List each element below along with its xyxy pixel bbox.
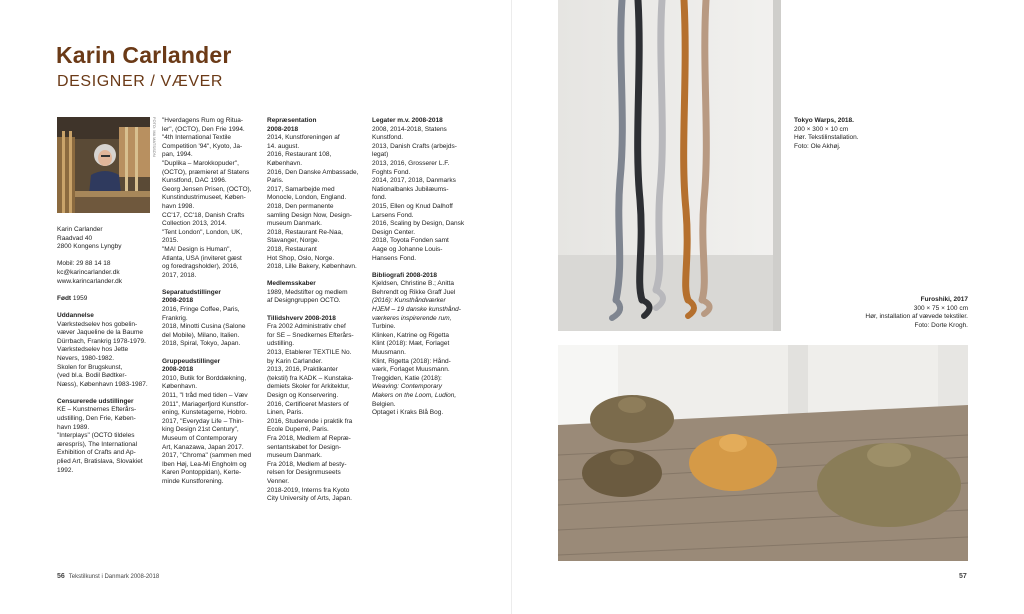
designer-name: Karin Carlander [56,42,232,68]
text-line: 2017, "Everyday Life – Thin- [162,417,244,425]
text-line: København. [162,383,198,391]
page-number-right: 57 [959,573,967,580]
text-line: "Duplika – Marokkopuder", [162,159,239,167]
caption-furoshiki [838,296,968,330]
tokyo-warps-image [558,0,781,331]
separate-list [162,306,260,349]
text-line: demiets Skoler for Arkitektur, [267,383,350,391]
publication-title: Tekstilkunst i Danmark 2008-2018 [68,574,160,580]
text-line: City University of Arts, Japan. [267,495,352,503]
text-line: København. [267,159,303,167]
text-line: Kunstfond, DAC 1996. [162,177,227,185]
trust-list [267,323,365,503]
bibliography-line: (2016): Kunsthåndværker [372,297,446,305]
bibliography-line: Weaving: Contemporary [372,383,442,391]
caption-title: Furoshiki, 2017 [920,296,968,303]
text-line: Nevers, 1980-1982. [57,354,115,362]
text-line: (OCTO), præmieret af Statens [162,168,250,176]
bibliography-line: værkeres inspirerende rum, [372,314,452,322]
text-line: 2018, Restaurant Re-Naa, [267,228,343,236]
text-line: ening, Kunstetagerne, Hobro. [162,409,247,417]
text-line: Karen Pontoppidan), Kerte- [162,469,242,477]
grants-list [372,126,472,264]
text-line: Frankrig. [162,314,188,322]
text-line: 2014, 2017, 2018, Danmarks [372,177,456,185]
bibliography-line: Kjeldsen, Christine B.; Anitta [372,280,455,288]
bibliography-line: Behrendt og Rikke Graff Juel [372,288,456,296]
bibliography-line: Muusmann. [372,349,406,357]
text-line: 2017, Samarbejde med [267,185,335,193]
bibliography-heading: Bibliografi 2008-2018 [372,271,438,279]
contact-line: Karin Carlander [57,226,103,233]
bibliography-line: Klint, Rigetta (2018): Hånd- [372,357,451,365]
text-line: ler", (OCTO), Den Frie 1994. [162,125,245,133]
caption-tokyo-warps [794,117,904,151]
text-line: udstilling. [267,340,295,348]
text-line: Nationalbanks Jubilæums- [372,185,449,193]
text-line: Gruppeudstillinger [162,357,221,365]
footer-left [57,573,159,580]
text-line: "Hverdagens Rum og Ritua- [162,117,244,124]
born-label: Født [57,294,72,302]
text-line: pan, 1994. [162,151,193,159]
separate-heading [162,289,260,306]
text-line: Fra 2018, Medlem af besty- [267,460,347,468]
bibliography-line: Klinken, Katrine og Rigetta [372,331,449,339]
text-line: af Designgruppen OCTO. [267,297,341,305]
text-line: 2018, Restaurant [267,245,317,253]
text-line: Separatudstillinger [162,288,221,296]
text-line: by Karin Carlander. [267,357,323,365]
text-line: Aage og Johanne Louis- [372,245,443,253]
text-line: museum Danmark. [267,220,322,228]
caption-lines [794,126,904,152]
text-line: "MA! Design is Human", [162,245,232,253]
contact-email: kc@karincarlander.dk [57,268,120,276]
column-grants [372,117,472,418]
text-line: minde Kunstforening. [162,477,224,485]
text-line: CC'17, CC'18, Danish Crafts [162,211,245,219]
text-line: 2011, "I tråd med tiden – Væv [162,392,248,399]
text-line: 2017, 2018. [162,271,197,279]
text-line: 2011", Mariagerfjord Kunstfor- [162,400,249,408]
text-line: Værkstedselev hos Jette [57,346,129,354]
text-line: 2016, Studerende i praktik fra [267,417,353,425]
contact-line: Raadvad 40 [57,234,93,242]
text-line: Museum of Contemporary [162,434,238,442]
trust-heading: Tillidshverv 2008-2018 [267,314,336,322]
exhibitions-list [162,117,260,280]
portrait-image [57,117,150,213]
text-line: Foghts Fond. [372,168,411,176]
text-line: fond. [372,194,387,202]
text-line: 2013, Etablerer TEXTILE No. [267,349,352,357]
censored-list [57,406,153,475]
portrait-credit: FOTO: MA MATSSON [152,117,157,157]
text-line: 2013, 2016, Praktikanter [267,366,338,374]
membership-heading: Medlemsskaber [267,280,316,288]
text-line: Næss), København 1983-1987. [57,380,148,388]
text-line: Design Center. [372,228,415,236]
text-line: 2018-2019, Interns fra Kyoto [267,486,350,494]
text-line: Atlanta, USA (inviteret gæst [162,254,242,262]
text-line: Paris. [267,177,284,185]
text-line: 2008-2018 [162,297,194,305]
text-line: Kunstindustrimuseet, Køben- [162,194,246,202]
column-contact [57,226,153,475]
text-line: relsen for Designmuseets [267,469,341,477]
text-line: 2016, Scaling by Design, Dansk [372,220,465,228]
text-line: 1992. [57,466,74,474]
bibliography-line: Optaget i Kraks Blå Bog. [372,409,444,417]
text-line: 2008-2018 [162,366,194,374]
education-heading: Uddannelse [57,311,94,319]
text-line: Larsens Fond. [372,211,414,219]
text-line: 2018, Toyota Fonden samt [372,237,449,245]
bibliography-list [372,280,472,418]
text-line: Competition '94", Kyoto, Ja- [162,142,243,150]
text-line: samling Design Now, Design- [267,211,352,219]
group-list [162,375,260,487]
text-line: king Design 21st Century", [162,426,239,434]
text-line: plied Art, Bratislava, Slovakiet [57,458,143,466]
text-line: "4th International Textile [162,134,232,142]
text-line: KE – Kunstnernes Efterårs- [57,406,137,414]
text-line: 2018, Spiral, Tokyo, Japan. [162,340,241,348]
text-line: 300 × 75 × 100 cm [913,304,968,312]
bibliography-line: Turbine. [372,323,396,331]
tokyo-warps-photo [558,0,781,331]
representation-heading [267,117,365,134]
column-exhibitions [162,117,260,487]
bibliography-line: Makers on the Loom, Ludion, [372,392,457,399]
column-representation [267,117,365,504]
furoshiki-photo [558,345,968,561]
text-line: æresprís), The International [57,440,138,448]
text-line: 2018, Den permanente [267,202,334,210]
text-line: 2013, 2016, Grosserer L.F. [372,159,450,167]
text-line: Stavanger, Norge. [267,237,320,245]
text-line: Hør. Tekstilinstallation. [794,134,859,142]
text-line: 2016, Certificeret Masters of [267,400,349,408]
text-line: 200 × 300 × 10 cm [794,125,849,133]
membership-list [267,289,365,306]
text-line: 1989, Medstifter og medlem [267,288,348,296]
text-line: Skolen for Brugskunst, [57,363,123,371]
bibliography-line: HJEM – 19 danske kunsthånd- [372,306,461,314]
text-line: Design og Konservering. [267,392,339,399]
text-line: 2018, Lille Bakery, København. [267,263,357,271]
text-line: havn 1998. [162,202,195,210]
text-line: 2015. [162,237,179,245]
text-line: legat) [372,151,389,159]
grants-heading: Legater m.v. 2008-2018 [372,117,443,124]
contact-web: www.karincarlander.dk [57,277,123,285]
text-line: Exhibition of Crafts and Ap- [57,449,136,457]
caption-lines [838,305,968,331]
text-line: museum Danmark. [267,452,322,460]
text-line: 2010, Butik for Borddækning, [162,374,247,382]
text-line: udstilling, Den Frie, Køben- [57,415,136,423]
bibliography-line: værk, Forlaget Muusmann. [372,366,450,374]
text-line: Foto: Dorte Krogh. [914,321,968,329]
portrait-photo [57,117,150,213]
text-line: Hansens Fond. [372,254,417,262]
text-line: 2017, "Chroma" (sammen med [162,452,252,460]
text-line: Georg Jensen Prisen, (OCTO), [162,185,252,193]
text-line: Venner. [267,477,290,485]
text-line: (tekstil) fra KADK – Kunstaka- [267,374,354,382]
text-line: 2016, Restaurant 108, [267,151,332,159]
born-year: 1959 [72,294,88,302]
page-number-left: 56 [57,573,65,580]
text-line: del Mobile), Milano, Italien. [162,331,240,339]
text-line: 2014, Kunstforeningen af [267,134,340,142]
text-line: Foto: Ole Akhøj. [794,142,841,150]
text-line: Iben Høj, Lea-Mi Engholm og [162,460,247,468]
born-line [57,295,153,304]
text-line: Hør, installation af vævede tekstiler. [865,313,968,321]
bibliography-line: Klint (2018): Mæt, Forlaget [372,340,450,348]
text-line: Fra 2002 Administrativ chef [267,323,346,331]
text-line: Hot Shop, Oslo, Norge. [267,254,335,262]
furoshiki-image [558,345,968,561]
contact-mobile: Mobil: 29 88 14 18 [57,260,111,268]
text-line: Fra 2018, Medlem af Repræ- [267,434,351,442]
text-line: Dürrbach, Frankrig 1978-1979. [57,337,146,345]
bibliography-line: Belgien. [372,400,396,408]
text-line: Kunstfond. [372,134,404,142]
censored-heading: Censurerede udstillinger [57,397,134,405]
caption-title: Tokyo Warps, 2018. [794,117,854,124]
text-line: 14. august. [267,142,300,150]
text-line: 2018, Minotti Cusina (Salone [162,323,246,331]
text-line: sentantskabet for Design- [267,443,342,451]
text-line: 2016, Fringe Coffee, Paris, [162,306,240,314]
designer-role: DESIGNER / VÆVER [57,73,224,90]
text-line: Linen, Paris. [267,409,304,417]
text-line: Værkstedselev hos gobelin- [57,320,138,328]
text-line: og foredragsholder), 2016, [162,263,239,271]
text-line: væver Jaqueline de la Baume [57,329,143,337]
text-line: (ved bl.a. Bodil Bødtker- [57,372,127,380]
contact-line: 2800 Kongens Lyngby [57,243,122,251]
group-heading [162,358,260,375]
text-line: 2008, 2014-2018, Statens [372,125,447,133]
text-line: 2008-2018 [267,125,299,133]
text-line: "Tent London", London, UK, [162,228,243,236]
text-line: Monocle, London, England. [267,194,347,202]
text-line: havn 1989. [57,423,90,431]
text-line: Ecole Duperré, Paris. [267,426,329,434]
text-line: 2015, Ellen og Knud Dalhoff [372,202,453,210]
text-line: 2016, Den Danske Ambassade, [267,168,359,176]
text-line: Repræsentation [267,117,317,124]
representation-list [267,134,365,272]
bibliography-line: Treggiden, Katie (2018): [372,374,442,382]
text-line: for SE – Snedkernes Efterårs- [267,331,354,339]
text-line: Art, Kanazawa, Japan 2017. [162,443,244,451]
text-line: "Interplays" (OCTO tildeles [57,432,135,440]
text-line: 2013, Danish Crafts (arbejds- [372,142,457,150]
education-list [57,321,153,390]
text-line: Collection 2013, 2014. [162,220,227,228]
